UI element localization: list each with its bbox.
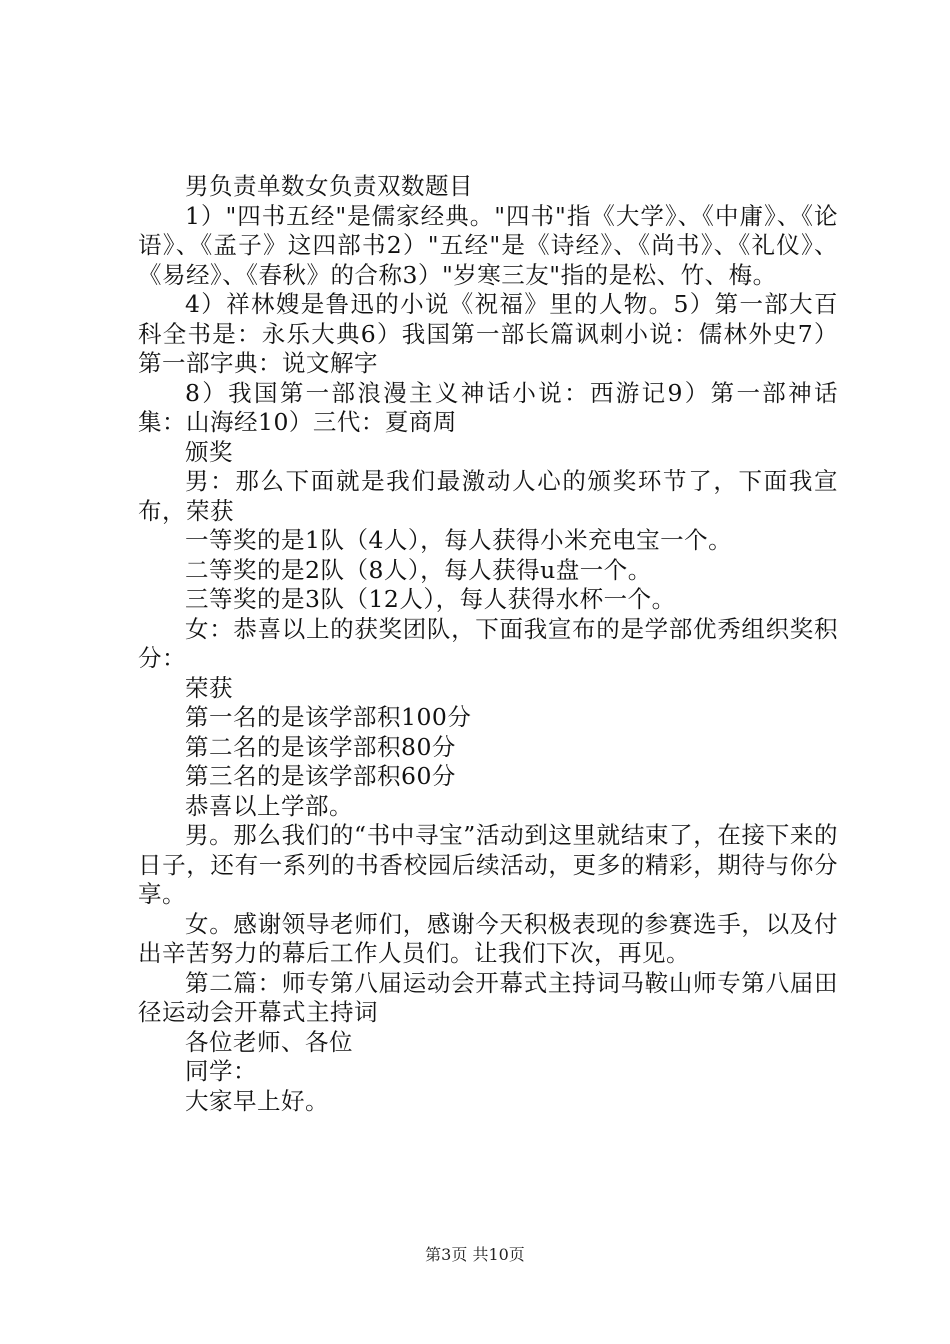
- paragraph-19: 各位老师、各位: [185, 1027, 353, 1056]
- paragraph-11: 荣获: [185, 673, 233, 702]
- paragraph-1: 男负责单数女负责双数题目: [185, 172, 473, 200]
- page-number-footer: 第3页 共10页: [425, 1245, 525, 1264]
- paragraph-14: 第三名的是该学部积60分: [185, 762, 456, 790]
- paragraph-3: 4）祥林嫂是鲁迅的小说《祝福》里的人物。5）第一部大百科全书是：永乐大典6）我国第一部长篇讽刺小说：儒林外史7）第一部字典：说文解字: [138, 290, 838, 377]
- paragraph-10: 女：恭喜以上的获奖团队，下面我宣布的是学部优秀组织奖积分：: [138, 614, 838, 672]
- paragraph-17: 女。感谢领导老师们，感谢今天积极表现的参赛选手，以及付出辛苦努力的幕后工作人员们。让我们下次，再见。: [138, 909, 838, 967]
- paragraph-20: 同学：: [185, 1057, 257, 1085]
- paragraph-12: 第一名的是该学部积100分: [185, 703, 472, 731]
- paragraph-15: 恭喜以上学部。: [185, 791, 353, 820]
- paragraph-21: 大家早上好。: [185, 1086, 329, 1115]
- paragraph-7: 一等奖的是1队（4人），每人获得小米充电宝一个。: [185, 526, 733, 554]
- paragraph-8: 二等奖的是2队（8人），每人获得u盘一个。: [185, 555, 652, 584]
- paragraph-4: 8）我国第一部浪漫主义神话小说：西游记9）第一部神话集：山海经10）三代：夏商周: [138, 378, 838, 436]
- paragraph-6: 男：那么下面就是我们最激动人心的颁奖环节了，下面我宣布，荣获: [138, 467, 838, 525]
- paragraph-9: 三等奖的是3队（12人），每人获得水杯一个。: [185, 585, 676, 613]
- paragraph-16: 男。那么我们的“书中寻宝”活动到这里就结束了，在接下来的日子，还有一系列的书香校园后续活动，更多的精彩，期待与你分享。: [138, 821, 838, 908]
- paragraph-5: 颁奖: [185, 437, 233, 466]
- paragraph-2: 1）"四书五经"是儒家经典。"四书"指《大学》、《中庸》、《论语》、《孟子》这四部书2）"五经"是《诗经》、《尚书》、《礼仪》、《易经》、《春秋》的合称3）"岁寒三友"指的是松、竹、梅。: [138, 201, 838, 289]
- document-body: [138, 172, 838, 1116]
- paragraph-13: 第二名的是该学部积80分: [185, 732, 456, 761]
- paragraph-18: 第二篇：师专第八届运动会开幕式主持词马鞍山师专第八届田径运动会开幕式主持词: [138, 968, 838, 1026]
